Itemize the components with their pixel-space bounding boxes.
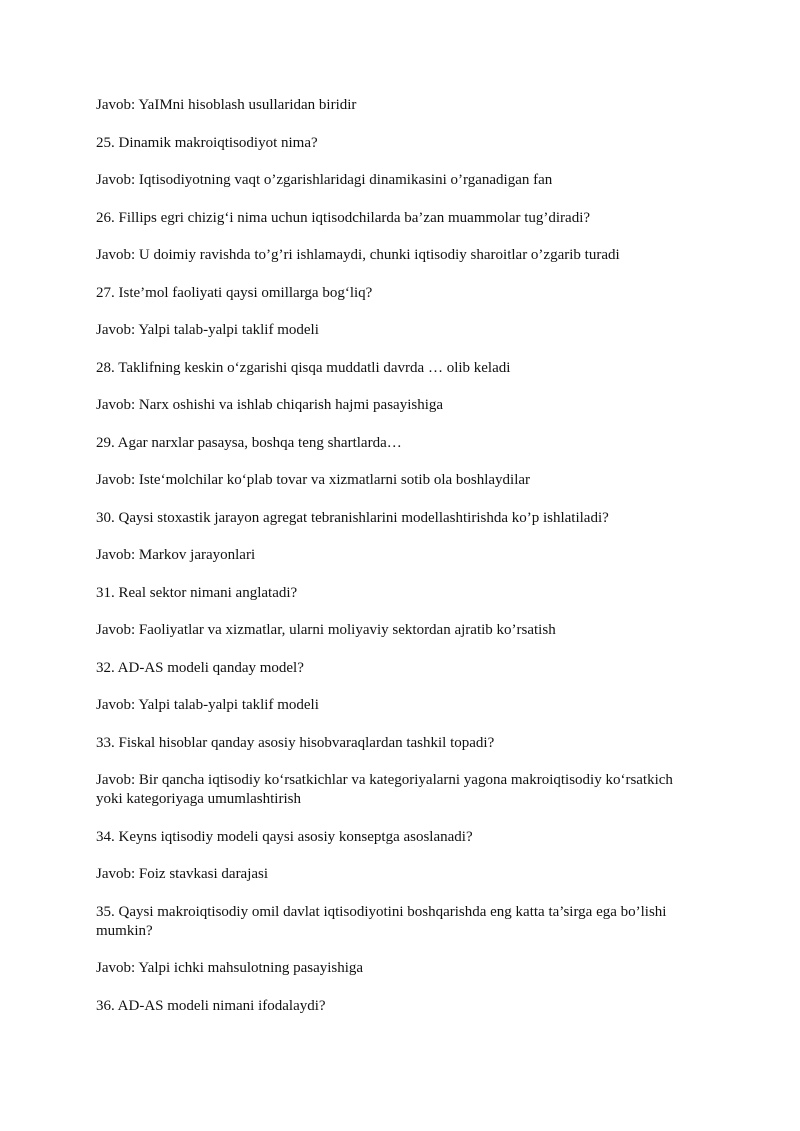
answer-text: Javob: Narx oshishi va ishlab chiqarish hajmi pasayishiga xyxy=(96,397,444,413)
answer-text: Javob: Iqtisodiyotning vaqt o’zgarishlaridagi dinamikasini o’rganadigan fan xyxy=(96,172,553,188)
question-text: 29. Agar narxlar pasaysa, boshqa teng shartlarda… xyxy=(96,434,402,451)
question-text: 30. Qaysi stoxastik jarayon agregat tebranishlarini modellashtirishda ko’p ishlatiladi? xyxy=(96,509,609,526)
question-text: 35. Qaysi makroiqtisodiy omil davlat iqtisodiyotini boshqarishda eng katta ta’sirga ega bo’lishi mumkin? xyxy=(96,903,667,939)
question-text: 25. Dinamik makroiqtisodiyot nima? xyxy=(96,134,318,151)
question-text: 28. Taklifning keskin o‘zgarishi qisqa muddatli davrda … olib keladi xyxy=(96,359,511,376)
answer-text: Javob: Faoliyatlar va xizmatlar, ularni moliyaviy sektordan ajratib ko’rsatish xyxy=(96,622,556,638)
question-text: 33. Fiskal hisoblar qanday asosiy hisobvaraqlardan tashkil topadi? xyxy=(96,734,495,751)
question-text: 26. Fillips egri chizig‘i nima uchun iqtisodchilarda ba’zan muammolar tug’diradi? xyxy=(96,209,591,226)
answer-text: Javob: Yalpi talab-yalpi taklif modeli xyxy=(96,697,319,713)
question-text: 27. Iste’mol faoliyati qaysi omillarga bog‘liq? xyxy=(96,284,373,301)
question-text: 32. AD-AS modeli qanday model? xyxy=(96,659,304,676)
question-text: 34. Keyns iqtisodiy modeli qaysi asosiy konseptga asoslanadi? xyxy=(96,828,473,845)
question-text: 31. Real sektor nimani anglatadi? xyxy=(96,584,298,601)
answer-text: Javob: Yalpi talab-yalpi taklif modeli xyxy=(96,322,319,338)
question-text: 36. AD-AS modeli nimani ifodalaydi? xyxy=(96,997,326,1014)
answer-text: Javob: Bir qancha iqtisodiy ko‘rsatkichlar va kategoriyalarni yagona makroiqtisodiy ko‘rsatkich yoki kategoriyaga umumlashtirish xyxy=(96,772,673,807)
answer-text: Javob: U doimiy ravishda to’g’ri ishlamaydi, chunki iqtisodiy sharoitlar o’zgarib turadi xyxy=(96,247,620,263)
answer-text: Javob: Markov jarayonlari xyxy=(96,547,256,563)
document-body xyxy=(96,96,686,1034)
answer-text: Javob: YaIMni hisoblash usullaridan biridir xyxy=(96,97,357,113)
answer-text: Javob: Yalpi ichki mahsulotning pasayishiga xyxy=(96,960,364,976)
answer-text: Javob: Iste‘molchilar ko‘plab tovar va xizmatlarni sotib ola boshlaydilar xyxy=(96,472,531,488)
answer-text: Javob: Foiz stavkasi darajasi xyxy=(96,866,269,882)
